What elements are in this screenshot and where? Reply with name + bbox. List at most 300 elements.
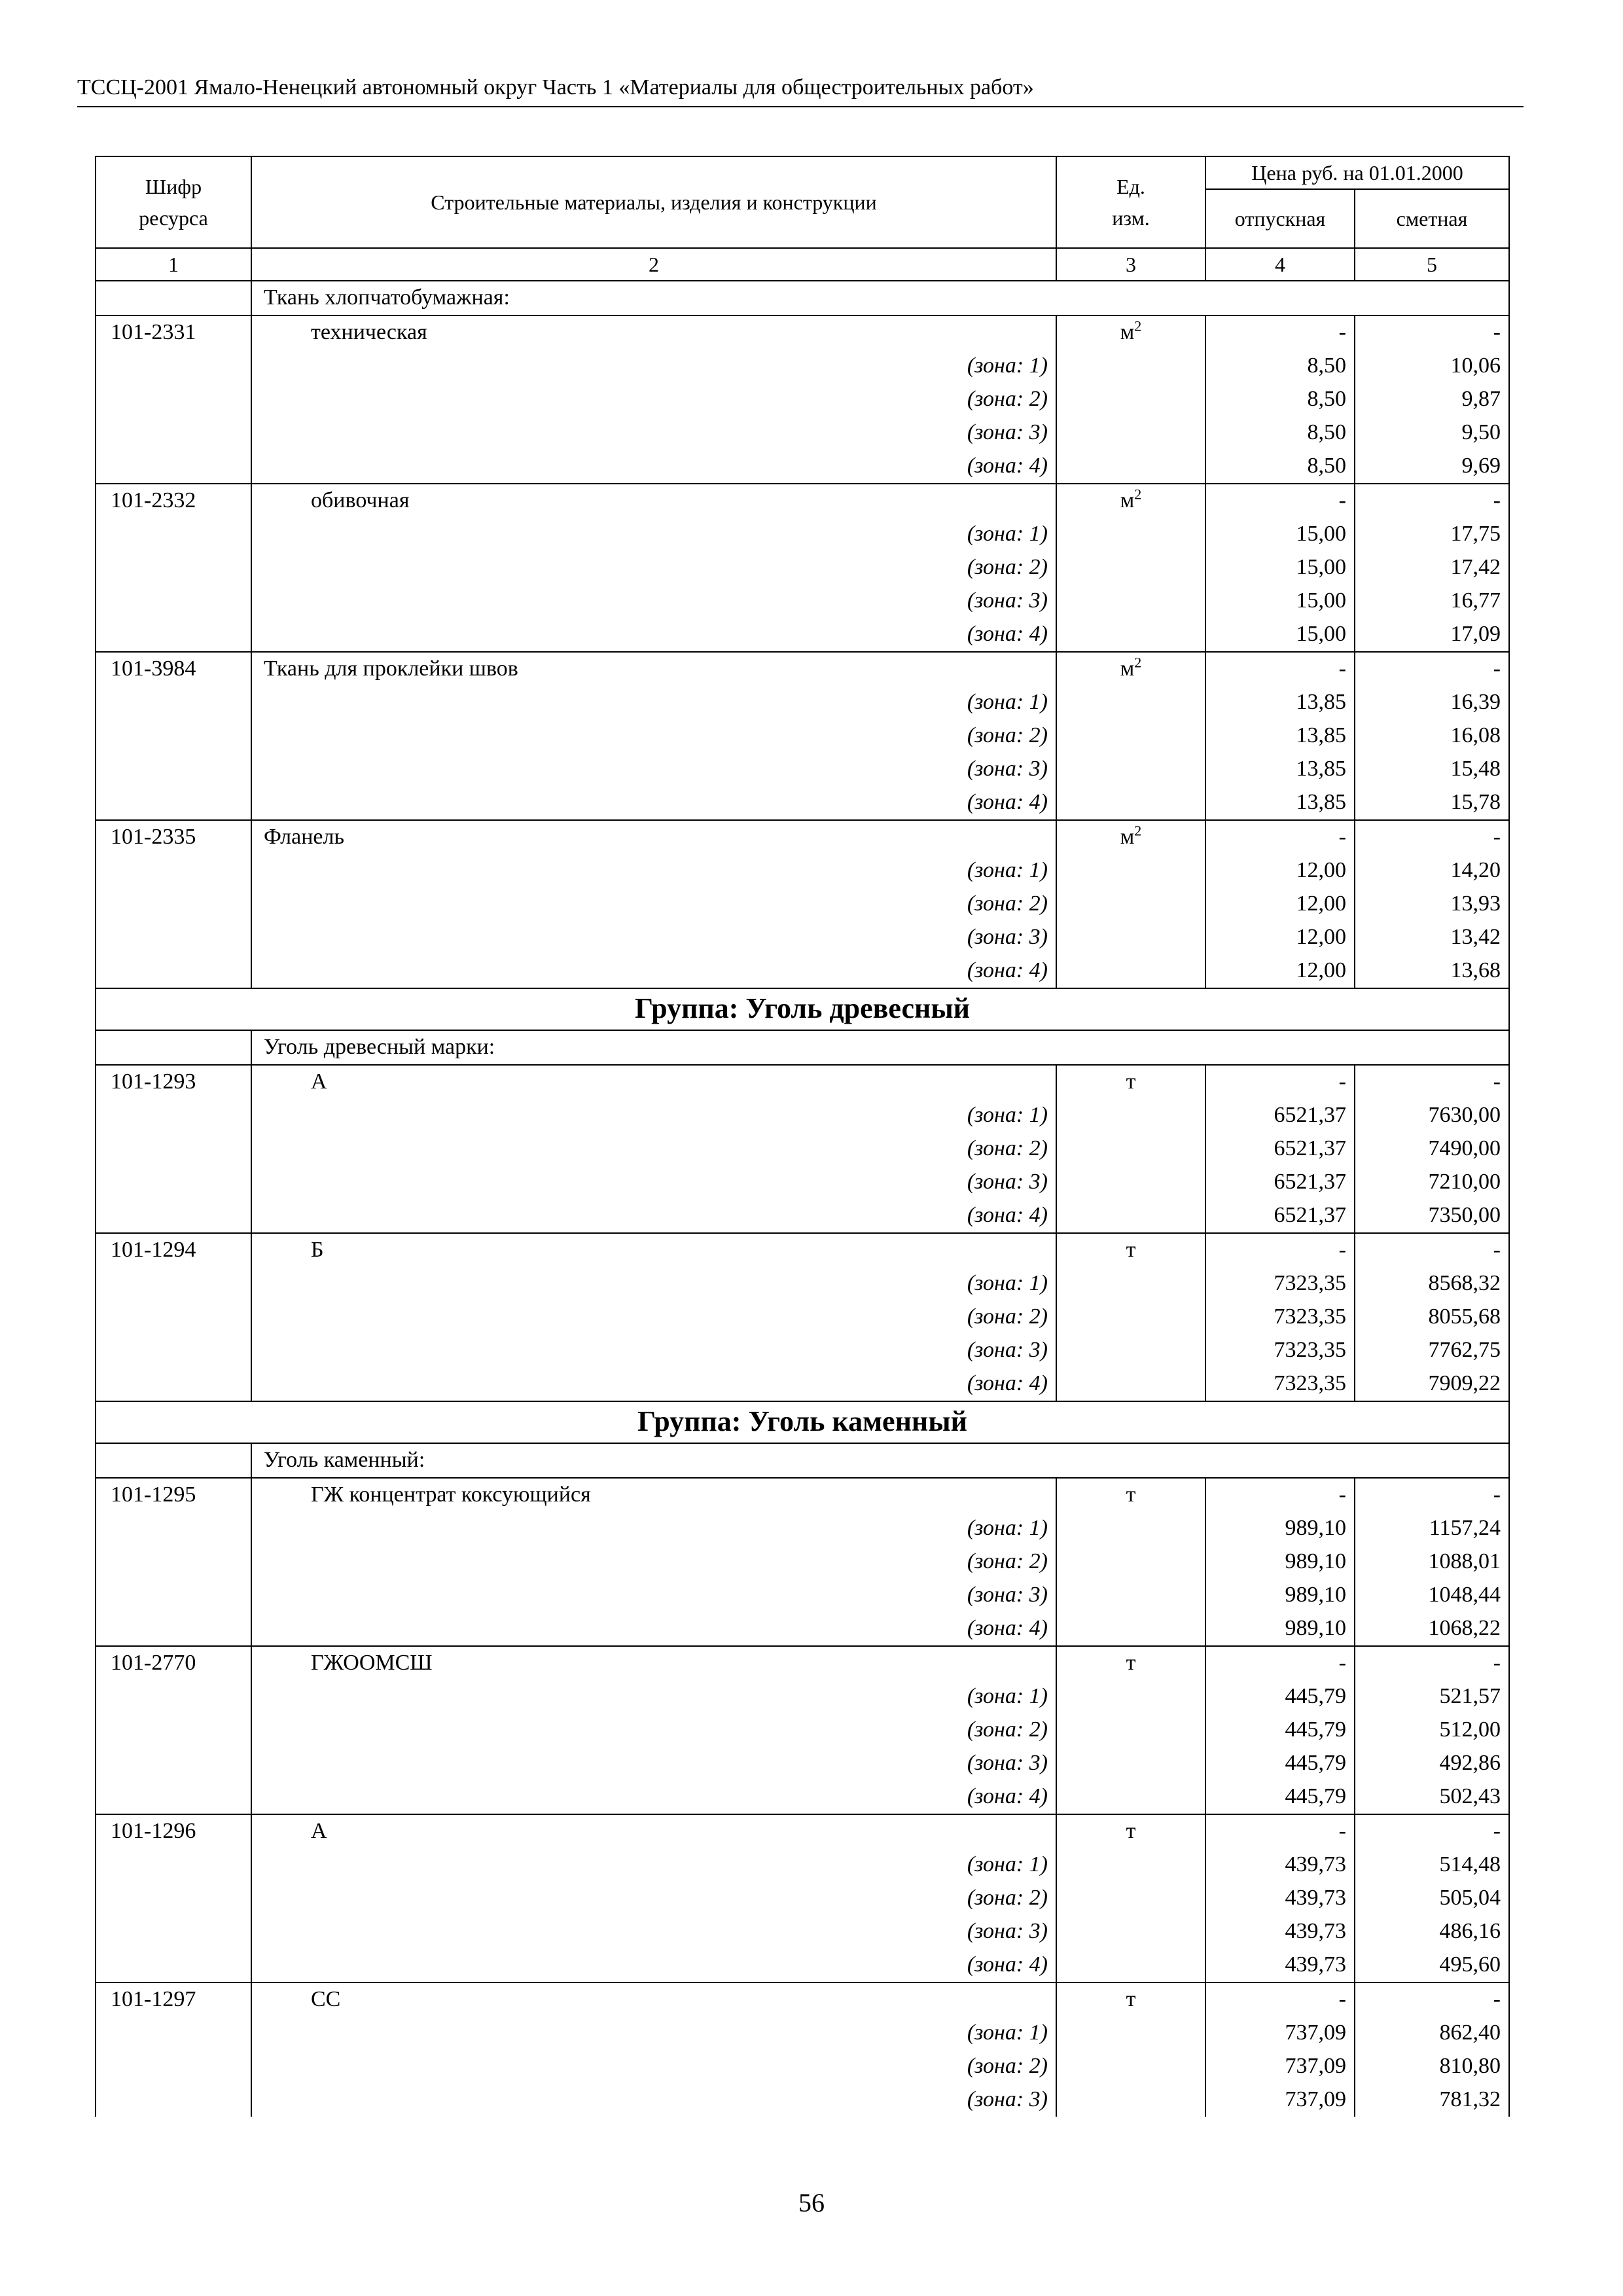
release-price: 439,73 [1205,1948,1355,1982]
code-cell [96,1579,251,1612]
estimate-price: 862,40 [1355,2017,1509,2050]
running-header: ТССЦ-2001 Ямало-Ненецкий автономный округ Часть 1 «Материалы для общестроительных работ» [77,75,1034,99]
col-header-code: Шифр ресурса [96,156,251,248]
code-cell [96,719,251,753]
unit: т [1126,1482,1136,1507]
release-price: 7323,35 [1205,1267,1355,1300]
item-row [96,1478,1509,1512]
unit-cell [1056,786,1205,820]
code-cell [96,1099,251,1132]
material-name: Ткань для проклейки швов [251,652,1056,686]
estimate-price: 1048,44 [1355,1579,1509,1612]
zone-row [96,1367,1509,1401]
unit-cell [1056,1780,1205,1814]
release-price: 7323,35 [1205,1367,1355,1401]
unit-cell [1056,1233,1205,1267]
release-price: 12,00 [1205,888,1355,921]
unit-cell [1056,1478,1205,1512]
table-body [96,281,1509,2117]
estimate-price: 7762,75 [1355,1334,1509,1367]
code-cell [96,551,251,584]
zone-label: (зона: 3) [251,1334,1056,1367]
header-rule [77,106,1524,107]
estimate-price: 14,20 [1355,854,1509,888]
unit: м [1120,488,1135,512]
zone-row [96,954,1509,988]
zone-row [96,888,1509,921]
release-price: 737,09 [1205,2017,1355,2050]
unit-cell [1056,1882,1205,1915]
release-price: 445,79 [1205,1780,1355,1814]
release-price: 7323,35 [1205,1334,1355,1367]
zone-row [96,518,1509,551]
zone-row [96,584,1509,618]
unit-cell [1056,854,1205,888]
item-row [96,652,1509,686]
code-cell [96,450,251,484]
estimate-price: 7490,00 [1355,1132,1509,1166]
release-price: - [1205,652,1355,686]
col-number: 4 [1205,248,1355,281]
material-name: Фланель [251,820,1056,854]
zone-label: (зона: 4) [251,1948,1056,1982]
unit-cell [1056,1747,1205,1780]
release-price: 7323,35 [1205,1300,1355,1334]
unit-cell [1056,2050,1205,2083]
code-cell [96,383,251,416]
unit-cell [1056,484,1205,518]
release-price: 439,73 [1205,1915,1355,1948]
estimate-price: 10,06 [1355,350,1509,383]
code-cell [96,1512,251,1545]
zone-row [96,450,1509,484]
zone-label: (зона: 2) [251,1300,1056,1334]
unit-exponent: 2 [1134,317,1142,334]
zone-label: (зона: 4) [251,1612,1056,1646]
release-price: - [1205,484,1355,518]
unit: т [1126,1819,1136,1843]
unit-cell [1056,1915,1205,1948]
unit-cell [1056,1099,1205,1132]
zone-label: (зона: 4) [251,786,1056,820]
release-price: - [1205,1478,1355,1512]
estimate-price: 8568,32 [1355,1267,1509,1300]
code-cell [96,518,251,551]
item-row [96,1982,1509,2017]
zone-row [96,2017,1509,2050]
zone-row [96,1166,1509,1199]
release-price: 6521,37 [1205,1132,1355,1166]
code-cell [96,1747,251,1780]
unit-cell [1056,383,1205,416]
item-row [96,484,1509,518]
item-row [96,1233,1509,1267]
material-name: техническая [251,315,1056,350]
code-cell [96,1199,251,1233]
estimate-price: - [1355,1478,1509,1512]
unit-cell [1056,719,1205,753]
release-price: - [1205,1646,1355,1680]
material-name: обивочная [251,484,1056,518]
unit-cell [1056,1579,1205,1612]
release-price: - [1205,1233,1355,1267]
unit-cell [1056,921,1205,954]
release-price: 737,09 [1205,2050,1355,2083]
estimate-price: 13,42 [1355,921,1509,954]
release-price: 989,10 [1205,1512,1355,1545]
estimate-price: 1088,01 [1355,1545,1509,1579]
estimate-price: - [1355,1065,1509,1099]
unit-cell [1056,1334,1205,1367]
unit: м [1120,320,1135,344]
zone-label: (зона: 1) [251,1512,1056,1545]
zone-row [96,786,1509,820]
release-price: 445,79 [1205,1680,1355,1713]
release-price: - [1205,315,1355,350]
unit-exponent: 2 [1134,654,1142,671]
page-number: 56 [798,2188,825,2217]
release-price: - [1205,1065,1355,1099]
unit-cell [1056,350,1205,383]
zone-label: (зона: 3) [251,921,1056,954]
zone-row [96,1199,1509,1233]
resource-code: 101-1295 [96,1478,251,1512]
resource-code: 101-1293 [96,1065,251,1099]
unit-cell [1056,1512,1205,1545]
unit-cell [1056,1199,1205,1233]
resource-code: 101-1296 [96,1814,251,1848]
zone-row [96,2083,1509,2117]
subheading-row [96,281,1509,315]
unit-cell [1056,820,1205,854]
code-cell [96,888,251,921]
zone-label: (зона: 2) [251,888,1056,921]
unit-cell [1056,888,1205,921]
zone-label: (зона: 2) [251,2050,1056,2083]
unit-cell [1056,1132,1205,1166]
zone-row [96,1132,1509,1166]
col-header-estimate-price: сметная [1355,189,1509,248]
unit-cell [1056,1848,1205,1882]
estimate-price: 16,77 [1355,584,1509,618]
release-price: 15,00 [1205,584,1355,618]
zone-label: (зона: 1) [251,1848,1056,1882]
zone-row [96,1780,1509,1814]
code-cell [96,1132,251,1166]
estimate-price: 505,04 [1355,1882,1509,1915]
col-number: 2 [251,248,1056,281]
estimate-price: - [1355,1233,1509,1267]
material-name: ГЖ концентрат коксующийся [251,1478,1056,1512]
material-name: А [251,1814,1056,1848]
unit-cell [1056,618,1205,652]
release-price: 15,00 [1205,618,1355,652]
zone-label: (зона: 2) [251,1713,1056,1747]
release-price: - [1205,1982,1355,2017]
estimate-price: 15,48 [1355,753,1509,786]
zone-label: (зона: 4) [251,1199,1056,1233]
col-number: 1 [96,248,251,281]
estimate-price: - [1355,484,1509,518]
estimate-price: - [1355,652,1509,686]
zone-row [96,1948,1509,1982]
estimate-price: 810,80 [1355,2050,1509,2083]
material-name: Б [251,1233,1056,1267]
code-cell [96,753,251,786]
zone-label: (зона: 3) [251,584,1056,618]
zone-label: (зона: 4) [251,954,1056,988]
subheading: Уголь каменный: [251,1443,1509,1478]
unit-cell [1056,1680,1205,1713]
release-price: 737,09 [1205,2083,1355,2117]
unit: т [1126,1069,1136,1094]
release-price: 13,85 [1205,753,1355,786]
unit-cell [1056,1948,1205,1982]
unit: м [1120,656,1135,681]
code-cell [96,1612,251,1646]
item-row [96,820,1509,854]
estimate-price: 17,09 [1355,618,1509,652]
release-price: 8,50 [1205,350,1355,383]
estimate-price: 17,75 [1355,518,1509,551]
zone-row [96,1747,1509,1780]
zone-label: (зона: 1) [251,686,1056,719]
unit-cell [1056,753,1205,786]
code-cell [96,416,251,450]
estimate-price: 502,43 [1355,1780,1509,1814]
zone-label: (зона: 2) [251,551,1056,584]
code-cell [96,786,251,820]
col-header-unit: Ед. изм. [1056,156,1205,248]
estimate-price: 7350,00 [1355,1199,1509,1233]
estimate-price: 781,32 [1355,2083,1509,2117]
estimate-price: - [1355,1646,1509,1680]
code-cell [96,1443,251,1478]
unit-cell [1056,1814,1205,1848]
group-heading-row [96,1401,1509,1443]
subheading: Ткань хлопчатобумажная: [251,281,1509,315]
estimate-price: 16,39 [1355,686,1509,719]
zone-row [96,618,1509,652]
code-cell [96,281,251,315]
code-cell [96,1545,251,1579]
subheading: Уголь древесный марки: [251,1030,1509,1065]
release-price: - [1205,820,1355,854]
zone-label: (зона: 3) [251,1579,1056,1612]
zone-label: (зона: 1) [251,1680,1056,1713]
item-row [96,1646,1509,1680]
item-row [96,1814,1509,1848]
code-cell [96,854,251,888]
code-cell [96,1030,251,1065]
unit-cell [1056,315,1205,350]
zone-label: (зона: 1) [251,1267,1056,1300]
col-number: 5 [1355,248,1509,281]
estimate-price: 9,69 [1355,450,1509,484]
zone-label: (зона: 2) [251,383,1056,416]
zone-row [96,1579,1509,1612]
estimate-price: 9,87 [1355,383,1509,416]
code-cell [96,1334,251,1367]
zone-row [96,383,1509,416]
zone-row [96,1300,1509,1334]
code-cell [96,2083,251,2117]
unit-cell [1056,416,1205,450]
resource-code: 101-2331 [96,315,251,350]
zone-row [96,1545,1509,1579]
zone-label: (зона: 4) [251,618,1056,652]
unit-cell [1056,1267,1205,1300]
resource-code: 101-2770 [96,1646,251,1680]
unit-cell [1056,1545,1205,1579]
release-price: 445,79 [1205,1713,1355,1747]
release-price: 6521,37 [1205,1166,1355,1199]
code-cell [96,1367,251,1401]
zone-label: (зона: 4) [251,1367,1056,1401]
zone-label: (зона: 4) [251,1780,1056,1814]
zone-row [96,551,1509,584]
unit: м [1120,825,1135,849]
code-cell [96,954,251,988]
unit: т [1126,1987,1136,2011]
estimate-price: 9,50 [1355,416,1509,450]
zone-row [96,2050,1509,2083]
code-cell [96,1300,251,1334]
code-cell [96,1713,251,1747]
zone-label: (зона: 2) [251,1545,1056,1579]
resource-code: 101-3984 [96,652,251,686]
estimate-price: 495,60 [1355,1948,1509,1982]
estimate-price: - [1355,820,1509,854]
code-cell [96,1882,251,1915]
zone-row [96,1267,1509,1300]
zone-row [96,1680,1509,1713]
unit-cell [1056,1065,1205,1099]
zone-label: (зона: 2) [251,719,1056,753]
code-cell [96,2050,251,2083]
code-cell [96,921,251,954]
release-price: 439,73 [1205,1848,1355,1882]
code-cell [96,2017,251,2050]
code-cell [96,618,251,652]
release-price: 13,85 [1205,786,1355,820]
unit-cell [1056,551,1205,584]
subheading-row [96,1443,1509,1478]
zone-row [96,1848,1509,1882]
zone-row [96,1512,1509,1545]
unit-exponent: 2 [1134,822,1142,839]
unit-cell [1056,954,1205,988]
unit-cell [1056,652,1205,686]
table-header [96,156,1509,281]
release-price: 989,10 [1205,1579,1355,1612]
unit-cell [1056,2017,1205,2050]
code-cell [96,1848,251,1882]
estimate-price: - [1355,1982,1509,2017]
zone-label: (зона: 4) [251,450,1056,484]
release-price: 6521,37 [1205,1199,1355,1233]
zone-row [96,1882,1509,1915]
code-cell [96,1948,251,1982]
price-table [95,156,1510,2117]
resource-code: 101-2332 [96,484,251,518]
resource-code: 101-1294 [96,1233,251,1267]
release-price: 8,50 [1205,383,1355,416]
estimate-price: 514,48 [1355,1848,1509,1882]
release-price: 989,10 [1205,1612,1355,1646]
release-price: 15,00 [1205,551,1355,584]
unit-cell [1056,584,1205,618]
code-cell [96,686,251,719]
zone-row [96,921,1509,954]
code-cell [96,1915,251,1948]
unit-cell [1056,1300,1205,1334]
estimate-price: 17,42 [1355,551,1509,584]
release-price: 8,50 [1205,450,1355,484]
estimate-price: 7210,00 [1355,1166,1509,1199]
release-price: 15,00 [1205,518,1355,551]
code-cell [96,1267,251,1300]
zone-label: (зона: 3) [251,753,1056,786]
code-cell [96,584,251,618]
zone-row [96,1334,1509,1367]
estimate-price: - [1355,315,1509,350]
col-header-price: Цена руб. на 01.01.2000 [1205,156,1509,189]
estimate-price: 486,16 [1355,1915,1509,1948]
estimate-price: 492,86 [1355,1747,1509,1780]
col-header-name: Строительные материалы, изделия и конструкции [251,156,1056,248]
estimate-price: 16,08 [1355,719,1509,753]
group-heading-row [96,988,1509,1030]
material-name: ГЖООМСШ [251,1646,1056,1680]
resource-code: 101-1297 [96,1982,251,2017]
zone-label: (зона: 1) [251,1099,1056,1132]
unit-exponent: 2 [1134,486,1142,503]
zone-label: (зона: 1) [251,350,1056,383]
release-price: 12,00 [1205,954,1355,988]
release-price: 12,00 [1205,921,1355,954]
unit-cell [1056,1982,1205,2017]
zone-row [96,686,1509,719]
release-price: 445,79 [1205,1747,1355,1780]
release-price: 8,50 [1205,416,1355,450]
unit-cell [1056,1166,1205,1199]
col-header-release-price: отпускная [1205,189,1355,248]
zone-row [96,1612,1509,1646]
estimate-price: - [1355,1814,1509,1848]
estimate-price: 1068,22 [1355,1612,1509,1646]
code-cell [96,1680,251,1713]
release-price: 6521,37 [1205,1099,1355,1132]
zone-label: (зона: 1) [251,854,1056,888]
release-price: 13,85 [1205,686,1355,719]
estimate-price: 13,93 [1355,888,1509,921]
unit-cell [1056,450,1205,484]
estimate-price: 8055,68 [1355,1300,1509,1334]
zone-label: (зона: 2) [251,1132,1056,1166]
material-name: СС [251,1982,1056,2017]
release-price: - [1205,1814,1355,1848]
unit: т [1126,1651,1136,1675]
estimate-price: 15,78 [1355,786,1509,820]
subheading-row [96,1030,1509,1065]
estimate-price: 13,68 [1355,954,1509,988]
zone-row [96,719,1509,753]
zone-row [96,753,1509,786]
zone-label: (зона: 3) [251,1915,1056,1948]
release-price: 13,85 [1205,719,1355,753]
estimate-price: 7630,00 [1355,1099,1509,1132]
